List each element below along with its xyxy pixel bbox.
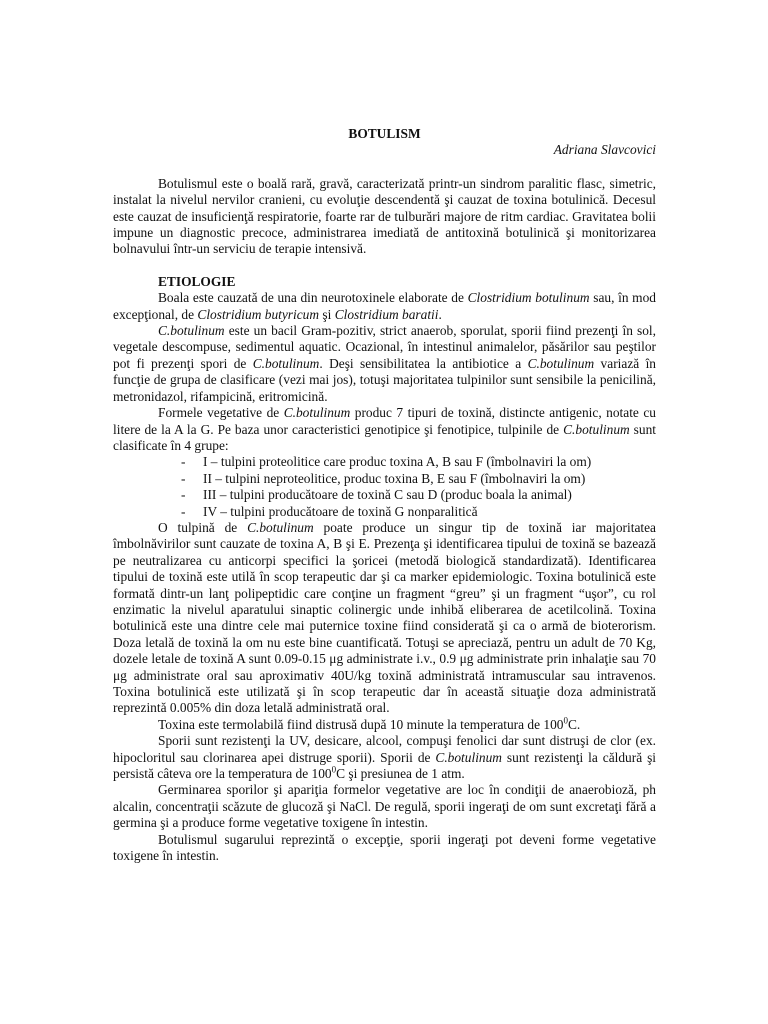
author-name: Adriana Slavcovici — [553, 142, 656, 158]
etiology-paragraph-8: Botulismul sugarului reprezintă o excepţie, sporii ingeraţi pot deveni forme vegetative toxigene în intestin. — [113, 831, 656, 864]
etiology-paragraph-7: Germinarea sporilor şi apariţia formelor vegetative are loc în condiţii de anaerobioză, ph alcalin, concentraţii scăzute de glucoză şi NaCl. De regulă, sporii ingeraţi de om sunt excretaţi fără a germina şi a produce forme vegetative toxigene în intestin. — [113, 782, 656, 831]
document-page — [113, 126, 656, 864]
etiology-paragraph-4: O tulpină de C.botulinum poate produce un singur tip de toxină iar majoritatea îmbolnăvirilor sunt cauzate de toxina A, B şi E. Prezenţa şi identificarea tipului de toxină se bazează pe neutralizarea cu anticorpi specifici la şoricei (metodă biologică standardizată). Identificarea tipului de toxină este utilă în scop terapeutic dar şi ca marker epidemiologic. Toxina botulinică este formată dintr-un lanţ polipeptidic care conţine un fragment “greu” şi un fragment “uşor”, cu rol enzimatic la nivelul aparatului sinaptic colinergic unde inhibă eliberarea de acetilcolină. Toxina botulinică este una dintre cele mai puternice toxine fiind considerată şi ca o armă de bioterorism. Doza letală de toxină la om nu este bine cuantificată. Totuşi se apreciază, pentru un adult de 70 Kg, dozele letale de toxină A sunt 0.09-0.15 μg administrate i.v., 0.9 μg administrate prin inhalaţie sau 70 μg administrate oral sau aproximativ 40U/kg toxină administrată intramuscular sau intravenos. Toxina botulinică este utilizată şi în scop terapeutic dar în această situaţie doza administrată reprezintă 0.005% din doza letală administrată oral. — [113, 519, 656, 716]
strain-groups-list — [113, 454, 656, 520]
list-item: - IV – tulpini producătoare de toxină G nonparalitică — [181, 504, 656, 520]
etiology-paragraph-3: Formele vegetative de C.botulinum produc 7 tipuri de toxină, distincte antigenic, notate cu litere de la A la G. Pe baza unor caracteristici genotipice şi fenotipice, tulpinile de C.botulinum sunt clasificate în 4 grupe: — [113, 405, 657, 453]
list-item: - I – tulpini proteolitice care produc toxina A, B sau F (îmbolnaviri la om) — [181, 454, 656, 470]
list-item: - III – tulpini producătoare de toxină C sau D (produc boala la animal) — [181, 487, 656, 503]
etiology-paragraph-6: Sporii sunt rezistenţi la UV, desicare, alcool, compuşi fenolici dar sunt distruşi de clor (ex. hipocloritul sau clorinarea apei distruge sporii). Sporii de C.botulinum sunt rezistenţi la căldură şi persistă câteva ore la temperatura de $100^0C$ şi presiunea de 1 atm. — [113, 733, 657, 782]
intro-paragraph: Botulismul este o boală rară, gravă, caracterizată printr-un sindrom paralitic flasc, simetric, instalat la nivelul nervilor cranieni, cu evoluţie descendentă şi cauzat de toxina botulinică. Decesul este cauzat de insuficienţă respiratorie, foarte rar de tulburări majore de ritm cardiac. Gravitatea bolii impune un diagnostic precoce, administrarea imediată de antitoxină botulinică şi monitorizarea bolnavului într-un serviciu de terapie intensivă. — [113, 175, 656, 257]
document-title: BOTULISM — [348, 126, 421, 141]
etiology-paragraph-1: Boala este cauzată de una din neurotoxinele elaborate de Clostridium botulinum sau, în mod excepţional, de Clostridium butyricum şi Clostridium baratii. — [113, 290, 656, 322]
list-item: - II – tulpini neproteolitice, produc toxina B, E sau F (îmbolnaviri la om) — [181, 471, 656, 487]
etiology-paragraph-5: Toxina este termolabilă fiind distrusă după 10 minute la temperatura de $100^0C$. — [158, 715, 581, 732]
section-heading-etiologie: ETIOLOGIE — [158, 273, 236, 289]
etiology-paragraph-2: C.botulinum este un bacil Gram-pozitiv, strict anaerob, sporulat, sporii fiind prezenţi în sol, vegetale descompuse, sedimentul aquatic. Ocazional, în intestinul animalelor, păsărilor sau peştilor pot fi prezenţi spori de C.botulinum. Deşi sensibilitatea la antibiotice a C.botulinum variază în funcţie de grupa de clasificare (vezi mai jos), totuşi majoritatea tulpinilor sunt sensibile la penicilină, metronidazol, rifampicină, eritromicină. — [113, 323, 657, 404]
